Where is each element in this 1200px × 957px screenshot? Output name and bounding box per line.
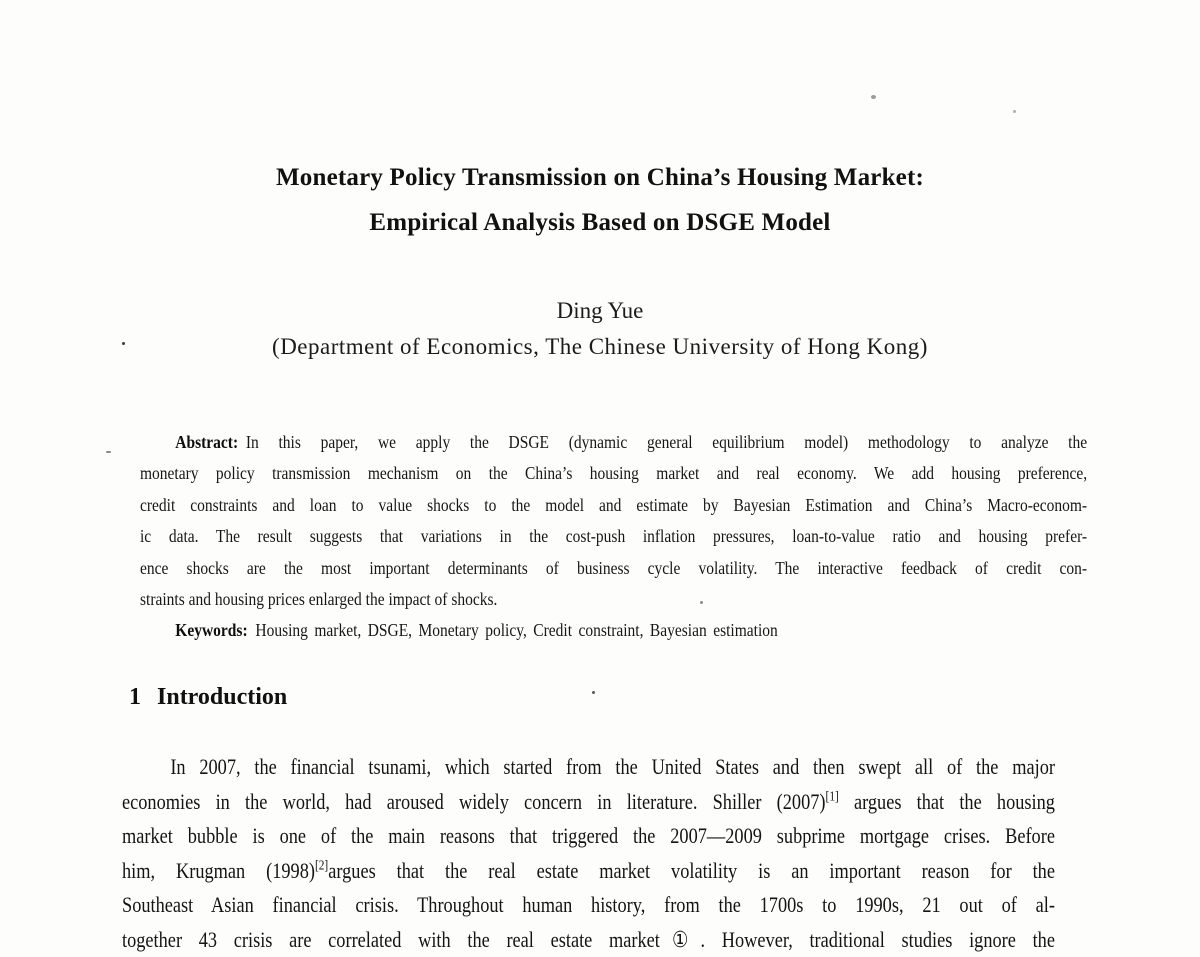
abstract-section [140,427,1087,647]
scan-speck [592,691,595,694]
author-affiliation: (Department of Economics, The Chinese University of Hong Kong) [0,333,1200,361]
abstract-line: ence shocks are the most important determinants of business cycle volatility. The interactive feedback of credit con- [140,553,1087,584]
scan-speck [871,95,876,99]
section-number: 1 [129,684,141,710]
body-line: Southeast Asian financial crisis. Throughout human history, from the 1700s to 1990s, 21 out of al- [122,888,1055,923]
section-title: Introduction [157,684,287,710]
keywords-label: Keywords: [175,620,247,640]
abstract-line: credit constraints and loan to value shocks to the model and estimate by Bayesian Estimation and China’s Macro-econom- [140,490,1087,521]
abstract-line: ic data. The result suggests that variations in the cost-push inflation pressures, loan-to-value ratio and housing prefer- [140,521,1087,552]
abstract-text: In this paper, we apply the DSGE (dynamic general equilibrium model) methodology to analyze the [246,432,1087,452]
paper-title-line-1: Monetary Policy Transmission on China’s Housing Market: [0,155,1200,200]
body-paragraph [122,750,1055,957]
keywords-line [140,615,1087,646]
body-line: together 43 crisis are correlated with the real estate market①. However, traditional studies ignore the [122,923,1055,957]
body-line: In 2007, the financial tsunami, which started from the United States and then swept all of the major [122,750,1055,785]
abstract-label: Abstract: [175,432,238,452]
abstract-line [140,427,1087,458]
paper-title-line-2: Empirical Analysis Based on DSGE Model [0,200,1200,245]
keywords-text: Housing market, DSGE, Monetary policy, Credit constraint, Bayesian estimation [255,620,777,640]
abstract-line: straints and housing prices enlarged the impact of shocks. [140,584,1087,615]
body-line: market bubble is one of the main reasons that triggered the 2007—2009 subprime mortgage crises. Before [122,819,1055,854]
abstract-line: monetary policy transmission mechanism on the China’s housing market and real economy. We add housing preference, [140,458,1087,489]
body-line: economies in the world, had aroused widely concern in literature. Shiller (2007)[1] argues that the housing [122,785,1055,820]
scan-speck [106,451,111,453]
scan-speck [1013,110,1016,113]
section-heading [129,682,287,712]
paper-title [0,155,1200,245]
author-name: Ding Yue [0,297,1200,325]
body-line: him, Krugman (1998)[2]argues that the real estate market volatility is an important reason for the [122,854,1055,889]
